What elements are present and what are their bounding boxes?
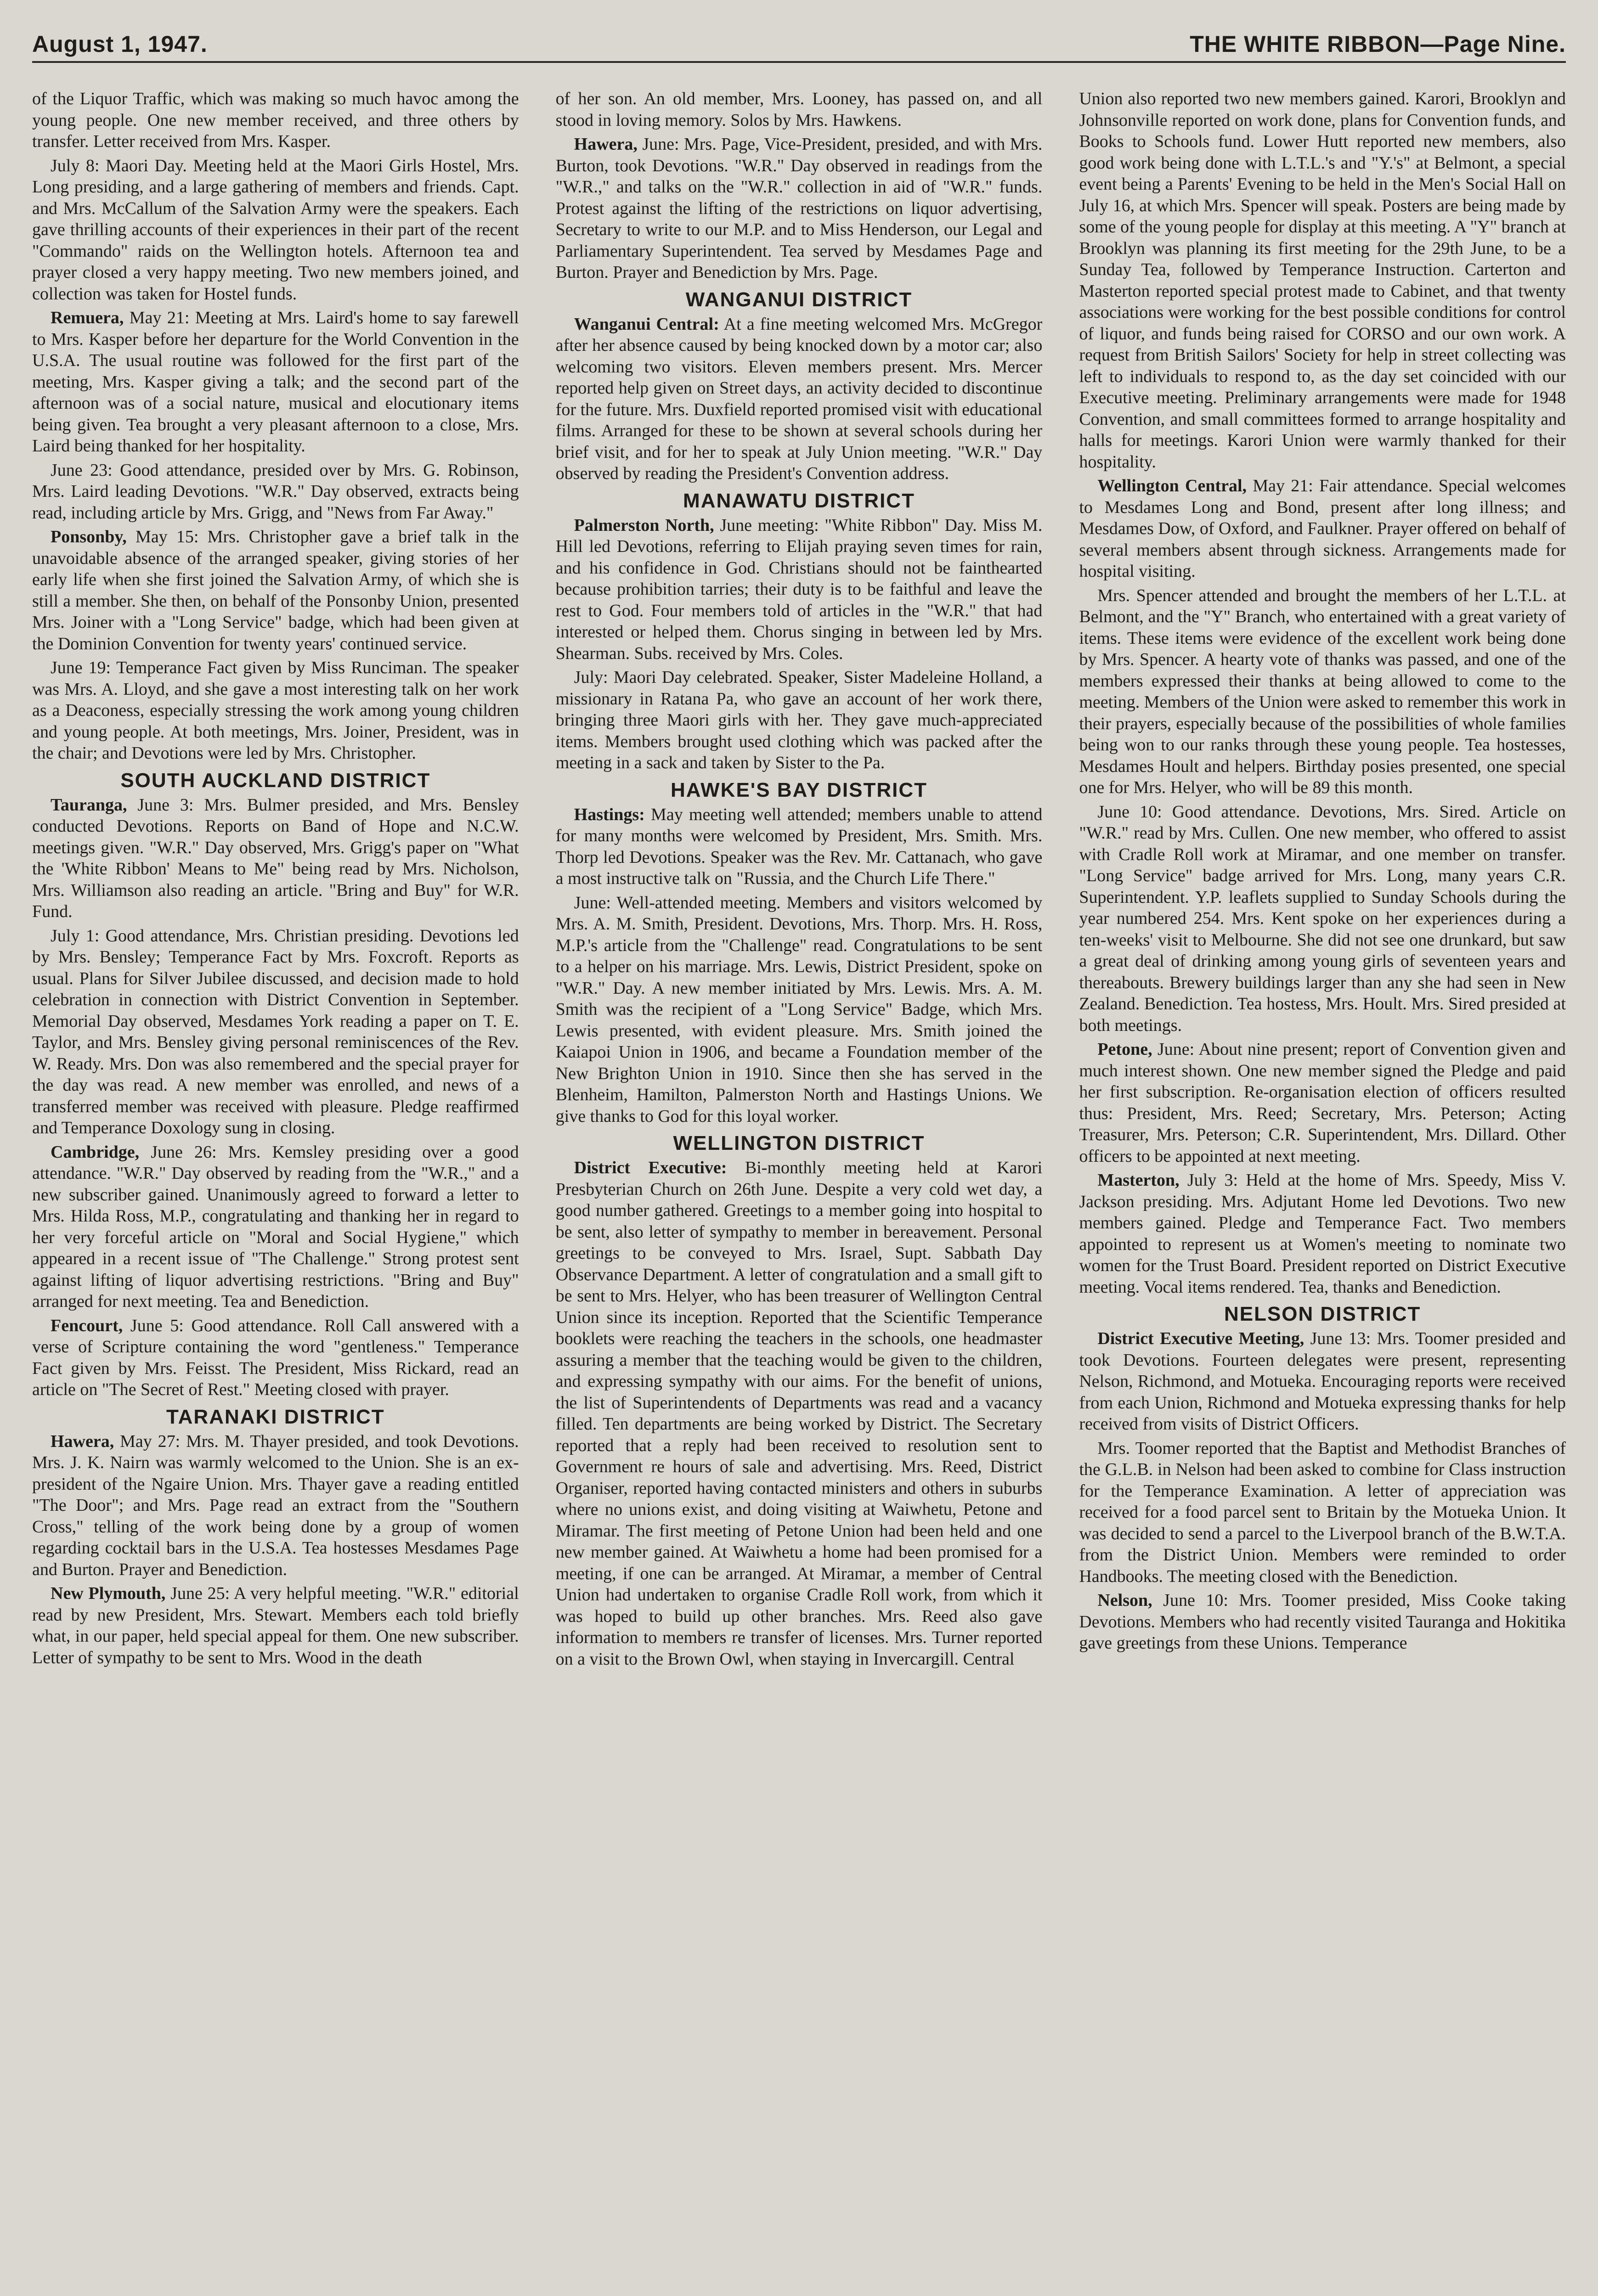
- paragraph: [32, 1142, 519, 1312]
- union-name: Ponsonby,: [51, 527, 127, 546]
- publication-title: THE WHITE RIBBON—Page Nine.: [1190, 31, 1566, 57]
- paragraph: Mrs. Toomer reported that the Baptist and Methodist Branches of the G.L.B. in Nelson had been asked to combine for Class instruction for the Temperance Examination. A letter of appreciation was received for a food parcel sent to Britain by the Motueka Union. It was decided to send a parcel to the Liverpool branch of the B.W.T.A. from the District Union. Members were reminded to order Handbooks. The meeting closed with the Benediction.: [1079, 1438, 1566, 1586]
- paragraph-text: May 21: Fair attendance. Special welcomes to Mesdames Long and Bond, present after long illness; and Mesdames Dow, of Oxford, and Faulkner. Prayer offered on behalf of several members absent through sickness. Arrangements made for hospital visiting.: [1079, 476, 1566, 581]
- district-heading: TARANAKI DISTRICT: [166, 1405, 385, 1428]
- column-1: [32, 88, 519, 2296]
- union-name: Cambridge,: [51, 1142, 140, 1162]
- paragraph-text: May meeting well attended; members unable to attend for many months were welcomed by President, Mrs. Smith. Mrs. Thorp led Devotions. Speaker was the Rev. Mr. Cattanach, who gave a most instructive talk on "Russia, and the Church Life There.": [555, 805, 1043, 888]
- union-name: Tauranga,: [51, 795, 127, 815]
- paragraph: [32, 307, 519, 457]
- paragraph: of her son. An old member, Mrs. Looney, has passed on, and all stood in loving memory. Solos by Mrs. Hawkens.: [555, 89, 1043, 130]
- union-name: Wanganui Central:: [574, 314, 719, 334]
- union-name: Remuera,: [51, 308, 124, 327]
- columns: [32, 88, 1566, 2296]
- union-name: Nelson,: [1097, 1591, 1152, 1610]
- paragraph: July 8: Maori Day. Meeting held at the Maori Girls Hostel, Mrs. Long presiding, and a large gathering of members and friends. Capt. and Mrs. McCallum of the Salvation Army were the speakers. Each gave thrilling accounts of their experiences in their part of the recent "Commando" raids on the Wellington hotels. Afternoon tea and prayer closed a very happy meeting. Two new members joined, and collection was taken for Hostel funds.: [32, 156, 519, 304]
- paragraph: July: Maori Day celebrated. Speaker, Sister Madeleine Holland, a missionary in Ratana Pa, who gave an account of her work there, bringing three Maori girls with her. They gave much-appreciated items. Members brought used clothing which was packed after the meeting in a sack and taken by Sister to the Pa.: [555, 668, 1043, 772]
- paragraph: [1079, 1328, 1566, 1435]
- paragraph: June 19: Temperance Fact given by Miss Runciman. The speaker was Mrs. A. Lloyd, and she gave a most interesting talk on her work as a Deaconess, especially stressing the work among young children and young people. At both meetings, Mrs. Joiner, President, was in the chair; and Devotions were led by Mrs. Christopher.: [32, 658, 519, 763]
- paragraph-text: May 21: Meeting at Mrs. Laird's home to say farewell to Mrs. Kasper before her departure for the World Convention in the U.S.A. The usual routine was followed for the first part of the meeting, Mrs. Kasper giving a talk; and the second part of the afternoon was of a social nature, musical and elocutionary items being given. Tea brought a very pleasant afternoon to a close, Mrs. Laird being thanked for her hospitality.: [32, 308, 519, 456]
- paragraph: [32, 1431, 519, 1581]
- paragraph-text: June 10: Mrs. Toomer presided, Miss Cooke taking Devotions. Members who had recently visited Tauranga and Hokitika gave greetings from these Unions. Temperance: [1079, 1591, 1566, 1653]
- page-header: [32, 14, 1566, 57]
- paragraph-text: June 13: Mrs. Toomer presided and took Devotions. Fourteen delegates were present, representing Nelson, Richmond, and Motueka. Encouraging reports were received from each Union, Richmond and Motueka expressing thanks for help received from visits of District Officers.: [1079, 1329, 1566, 1434]
- union-name: Hastings:: [574, 805, 645, 824]
- paragraph: [32, 794, 519, 923]
- paragraph-text: June meeting: "White Ribbon" Day. Miss M. Hill led Devotions, referring to Elijah praying seven times for rain, and his confidence in God. Christians should not be fainthearted because prohibition tarries; their duty is to be faithful and leave the rest to God. Four members told of articles in the "W.R." that had interested or helped them. Chorus singing in between led by Mrs. Shearman. Subs. received by Mrs. Coles.: [555, 515, 1043, 663]
- paragraph-text: May 15: Mrs. Christopher gave a brief talk in the unavoidable absence of the arranged speaker, giving stories of her early life when she first joined the Salvation Army, of which she is still a member. She then, on behalf of the Ponsonby Union, presented Mrs. Joiner with a "Long Service" badge, which had been given at the Dominion Convention for twenty years' continued service.: [32, 527, 519, 653]
- paragraph-text: June 25: A very helpful meeting. "W.R." editorial read by new President, Mrs. Stewart. Members each told briefly what, in our paper, held special appeal for them. One new subscriber. Letter of sympathy to be sent to Mrs. Wood in the death: [32, 1584, 519, 1667]
- union-name: Fencourt,: [51, 1316, 123, 1335]
- paragraph: [32, 1583, 519, 1668]
- paragraph-text: July 3: Held at the home of Mrs. Speedy, Miss V. Jackson presiding. Mrs. Adjutant Home led Devotions. Two new members gained. Pledge and Temperance Fact. Two members appointed to represent us at Women's meeting to nominate two women for the Trust Board. President reported on District Executive meeting. Vocal items rendered. Tea, thanks and Benediction.: [1079, 1171, 1566, 1297]
- paragraph: of the Liquor Traffic, which was making so much havoc among the young people. One new member received, and three others by transfer. Letter received from Mrs. Kasper.: [32, 89, 519, 151]
- paragraph-text: May 27: Mrs. M. Thayer presided, and took Devotions. Mrs. J. K. Nairn was warmly welcomed to the Union. She is an ex-president of the Ngaire Union. Mrs. Thayer gave a reading entitled "The Door"; and Mrs. Page read an extract from the "Southern Cross," telling of the work being done by a group of women regarding cocktail bars in the U.S.A. Tea hostesses Mesdames Page and Burton. Prayer and Benediction.: [32, 1431, 519, 1579]
- paragraph-text: At a fine meeting welcomed Mrs. McGregor after her absence caused by being knocked down by a motor car; also welcoming two visitors. Eleven members present. Mrs. Mercer reported help given on Street days, an activity decided to discontinue for the future. Mrs. Duxfield reported promised visit with educational films. Arranged for these to be shown at several schools during her brief visit, and for her to speak at July Union meeting. "W.R." Day observed by reading the President's Convention address.: [555, 314, 1043, 483]
- district-heading: NELSON DISTRICT: [1224, 1303, 1421, 1325]
- paragraph: [1079, 475, 1566, 582]
- district-heading: SOUTH AUCKLAND DISTRICT: [120, 769, 431, 792]
- paragraph-text: June 26: Mrs. Kemsley presiding over a good attendance. "W.R." Day observed by reading from the "W.R.," and a new subscriber gained. Unanimously agreed to forward a letter to Mrs. Hilda Ross, M.P., congratulating and thanking her in regard to her very forceful article on "Moral and Social Hygiene," which appeared in a recent issue of "The Challenge." Strong protest sent against lifting of liquor advertising restrictions. "Bring and Buy" arranged for next meeting. Tea and Benediction.: [32, 1142, 519, 1311]
- header-rule: [32, 61, 1566, 63]
- paragraph: [556, 1157, 1043, 1670]
- paragraph: July 1: Good attendance, Mrs. Christian presiding. Devotions led by Mrs. Bensley; Temperance Fact by Mrs. Foxcroft. Reports as usual. Plans for Silver Jubilee discussed, and decision made to hold celebration in connection with District Convention in September. Memorial Day observed, Mesdames York reading a paper on T. E. Taylor, and Mrs. Bensley giving personal reminiscences of the Rev. W. Ready. Mrs. Don was also remembered and the special prayer for the day was read. A new member was enrolled, and news of a transferred member was received with pleasure. Pledge reaffirmed and Temperance Doxology sung in closing.: [32, 926, 519, 1137]
- union-name: Petone,: [1097, 1040, 1152, 1059]
- union-name: Hawera,: [574, 135, 638, 154]
- paragraph-text: June: About nine present; report of Convention given and much interest shown. One new member signed the Pledge and paid her first subscription. Re-organisation election of officers resulted thus: President, Mrs. Reed; Secretary, Mrs. Peterson; Acting Treasurer, Mrs. Peterson; C.R. Superintendent, Mrs. Dillard. Other officers to be appointed at next meeting.: [1079, 1040, 1566, 1166]
- union-name: Wellington Central,: [1097, 476, 1247, 495]
- paragraph: June 10: Good attendance. Devotions, Mrs. Sired. Article on "W.R." read by Mrs. Cullen. One new member, who offered to assist with Cradle Roll work at Miramar, and one member on transfer. "Long Service" badge arrived for Mrs. Long, many years C.R. Superintendent. Y.P. leaflets supplied to Sunday Schools during the year numbered 254. Mrs. Kent spoke on her experiences during a ten-weeks' visit to Melbourne. She did not see one drunkard, but saw a great deal of drinking among young girls of seventeen years and thereabouts. Brewery buildings larger than any she had seen in New Zealand. Benediction. Tea hostess, Mrs. Hoult. Mrs. Sired presided at both meetings.: [1079, 802, 1566, 1035]
- paragraph: Union also reported two new members gained. Karori, Brooklyn and Johnsonville reported on work done, plans for Convention funds, and Books to Schools fund. Lower Hutt reported new members, also good work being done with L.T.L.'s and "Y.'s" at Belmont, a special event being a Parents' Evening to be held in the Men's Social Hall on July 16, at which Mrs. Spencer will speak. Posters are being made by some of the young people for display at this meeting. A "Y" branch at Brooklyn was planning its first meeting for the 29th June, to be a Sunday Tea, followed by Temperance Instruction. Carterton and Masterton reported special protest made to Cabinet, and that twenty associations were working for the best possible conditions for control of liquor, and funds being raised for CORSO and our own work. A request from British Sailors' Society for help in street collecting was left to individuals to respond to, as the day set coincided with our Executive meeting. Preliminary arrangements were made for 1948 Convention, and small committees formed to arrange hospitality and halls for meetings. Karori Union were warmly thanked for their hospitality.: [1079, 89, 1566, 472]
- union-name: Palmerston North,: [574, 515, 714, 535]
- column-2: [556, 88, 1043, 2296]
- paragraph-text: June: Mrs. Page, Vice-President, presided, and with Mrs. Burton, took Devotions. "W.R." Day observed in readings from the "W.R.," and talks on the "W.R." collection in aid of "W.R." funds. Protest against the lifting of the restrictions on liquor advertising, Secretary to write to our M.P. and to Miss Henderson, our Legal and Parliamentary Superintendent. Tea served by Mesdames Page and Burton. Prayer and Benediction by Mrs. Page.: [555, 135, 1043, 282]
- paragraph-text: Bi-monthly meeting held at Karori Presbyterian Church on 26th June. Despite a very cold wet day, a good number gathered. Greetings to a member going into hospital to be sent, also letter of sympathy to member in bereavement. Personal greetings to be conveyed to Mrs. Israel, Supt. Sabbath Day Observance Department. A letter of congratulation and a small gift to be sent to Mrs. Helyer, who has been treasurer of Wellington Central Union since its inception. Reported that the Scientific Temperance booklets were reaching the teachers in the schools, one headmaster assuring a member that the teaching would be given to the children, and expressing sympathy with our aims. For the benefit of unions, the list of Superintendents of Departments was read and a vacancy filled. Ten departments are being worked by District. The Secretary reported that a reply had been received to resolution sent to Government re hours of sale and advertising. Mrs. Reed, District Organiser, reported having contacted ministers and others in suburbs where no unions exist, and doing visiting at Waiwhetu, Petone and Miramar. The first meeting of Petone Union had been held and one new member gained. At Waiwhetu a home had been promised for a meeting, if one can be arranged. At Miramar, a member of Central Union had undertaken to organise Cradle Roll work, from which it was hoped to build up other branches. Mrs. Reed also gave information to members re transfer of licenses. Mrs. Turner reported on a visit to the Brown Owl, when staying in Invercargill. Central: [555, 1158, 1043, 1669]
- paragraph: Mrs. Spencer attended and brought the members of her L.T.L. at Belmont, and the "Y" Branch, who entertained with a great variety of items. These items were evidence of the excellent work being done by Mrs. Spencer. A hearty vote of thanks was passed, and one of the members expressed their thanks at being allowed to come to the meeting. Members of the Union were asked to remember this work in their prayers, especially because of the possibilities of whole families being won to our ranks through these young people. Tea hostesses, Mesdames Hoult and helpers. Birthday posies presented, one special one for Mrs. Helyer, who will be 89 this month.: [1079, 585, 1566, 797]
- paragraph: [32, 1315, 519, 1401]
- paragraph: [556, 515, 1043, 664]
- district-heading: WELLINGTON DISTRICT: [673, 1132, 925, 1154]
- paragraph: [556, 804, 1043, 889]
- union-name: District Executive:: [574, 1158, 727, 1177]
- district-heading: HAWKE'S BAY DISTRICT: [671, 778, 927, 801]
- union-name: Hawera,: [51, 1431, 114, 1451]
- paragraph: [1079, 1039, 1566, 1167]
- issue-date: August 1, 1947.: [32, 31, 208, 57]
- paragraph: [32, 526, 519, 654]
- paragraph: [556, 134, 1043, 283]
- paragraph: [1079, 1170, 1566, 1298]
- district-heading: WANGANUI DISTRICT: [685, 288, 913, 311]
- paragraph: [1079, 1590, 1566, 1654]
- column-3: [1079, 88, 1566, 2296]
- paragraph: June 23: Good attendance, presided over by Mrs. G. Robinson, Mrs. Laird leading Devotions. "W.R." Day observed, extracts being read, including article by Mrs. Grigg, and "News from Far Away.": [32, 460, 519, 523]
- paragraph: [556, 314, 1043, 484]
- paragraph-text: June 3: Mrs. Bulmer presided, and Mrs. Bensley conducted Devotions. Reports on Band of Hope and N.C.W. meetings given. "W.R." Day observed, Mrs. Grigg's paper on "What the 'White Ribbon' Means to Me" being read by Mrs. Nicholson, Mrs. Williamson also reading an article. "Bring and Buy" for W.R. Fund.: [32, 795, 519, 921]
- union-name: District Executive Meeting,: [1097, 1329, 1304, 1348]
- union-name: Masterton,: [1097, 1171, 1180, 1190]
- paragraph-text: June 5: Good attendance. Roll Call answered with a verse of Scripture containing the word "gentleness." Temperance Fact given by Mrs. Feisst. The President, Miss Rickard, read an article on "The Secret of Rest." Meeting closed with prayer.: [32, 1316, 519, 1399]
- paragraph: June: Well-attended meeting. Members and visitors welcomed by Mrs. A. M. Smith, President. Devotions, Mrs. Thorp. Mrs. H. Ross, M.P.'s article from the "Challenge" read. Congratulations to be sent to a helper on his marriage. Mrs. Lewis, District President, spoke on "W.R." Day. A new member initiated by Mrs. Lewis. Mrs. A. M. Smith was the recipient of a "Long Service" Badge, which Mrs. Lewis presented, with evident pleasure. Mrs. Smith joined the Kaiapoi Union in 1906, and became a Foundation member of the New Brighton Union in 1910. Since then she has served in the Blenheim, Hamilton, Palmerston North and Hastings Unions. We give thanks to God for this loyal worker.: [555, 893, 1043, 1126]
- district-heading: MANAWATU DISTRICT: [683, 489, 915, 512]
- union-name: New Plymouth,: [51, 1584, 166, 1603]
